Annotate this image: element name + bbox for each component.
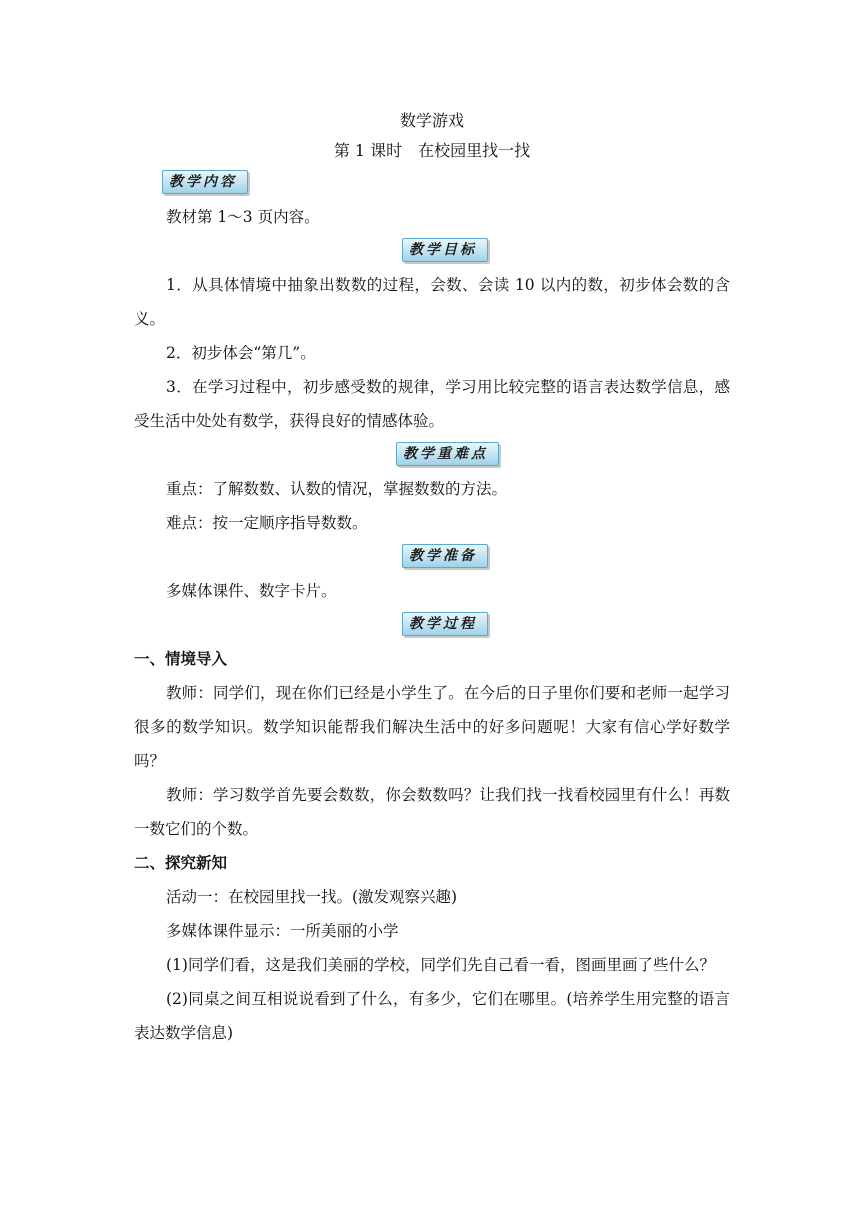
doc-title: 数学游戏 [399,111,464,130]
section-heading-intro: 一、情境导入 [134,650,228,668]
prep-text: 多媒体课件、数字卡片。 [166,582,337,600]
goal-item: 3．在学习过程中，初步感受数的规律，学习用比较完整的语言表达数学信息，感受生活中处处有数学，获得良好的情感体验。 [134,378,730,430]
teaching-content-badge: 教学内容 [162,170,248,194]
section-heading-explore: 二、探究新知 [134,854,228,872]
content-badge-row [134,166,730,200]
intro-paragraph: 教师：同学们，现在你们已经是小学生了。在今后的日子里你们要和老师一起学习很多的数学知识。数学知识能帮我们解决生活中的好多问题呢！大家有信心学好数学吗？ [134,684,730,770]
content-text: 教材第 1～3 页内容。 [166,208,320,226]
explore-paragraph: (2)同桌之间互相说说看到了什么，有多少，它们在哪里。(培养学生用完整的语言表达数学信息) [134,990,730,1042]
goals-badge-row [134,234,730,268]
process-badge-row [134,608,730,642]
goal-item: 2．初步体会“第几”。 [166,344,316,362]
goal-item: 1．从具体情境中抽象出数数的过程，会数、会读 10 以内的数，初步体会数的含义。 [134,276,730,328]
teaching-process-badge: 教学过程 [402,612,488,636]
intro-paragraph: 教师：学习数学首先要会数数，你会数数吗？让我们找一找看校园里有什么！再数一数它们的个数。 [134,786,730,838]
prep-badge-row [134,540,730,574]
teaching-goals-badge: 教学目标 [402,238,488,262]
explore-paragraph: 活动一：在校园里找一找。(激发观察兴趣) [166,888,458,906]
key-difficult-points-badge: 教学重难点 [396,442,499,466]
explore-paragraph: (1)同学们看，这是我们美丽的学校，同学们先自己看一看，图画里画了些什么？ [166,956,715,974]
difficult-point-text: 难点：按一定顺序指导数数。 [166,514,368,532]
keypoints-badge-row [134,438,730,472]
teaching-prep-badge: 教学准备 [402,544,488,568]
doc-subtitle: 第 1 课时 在校园里找一找 [333,141,531,160]
explore-paragraph: 多媒体课件显示：一所美丽的小学 [166,922,399,940]
document-body [134,106,730,1050]
key-point-text: 重点：了解数数、认数的情况，掌握数数的方法。 [166,480,508,498]
